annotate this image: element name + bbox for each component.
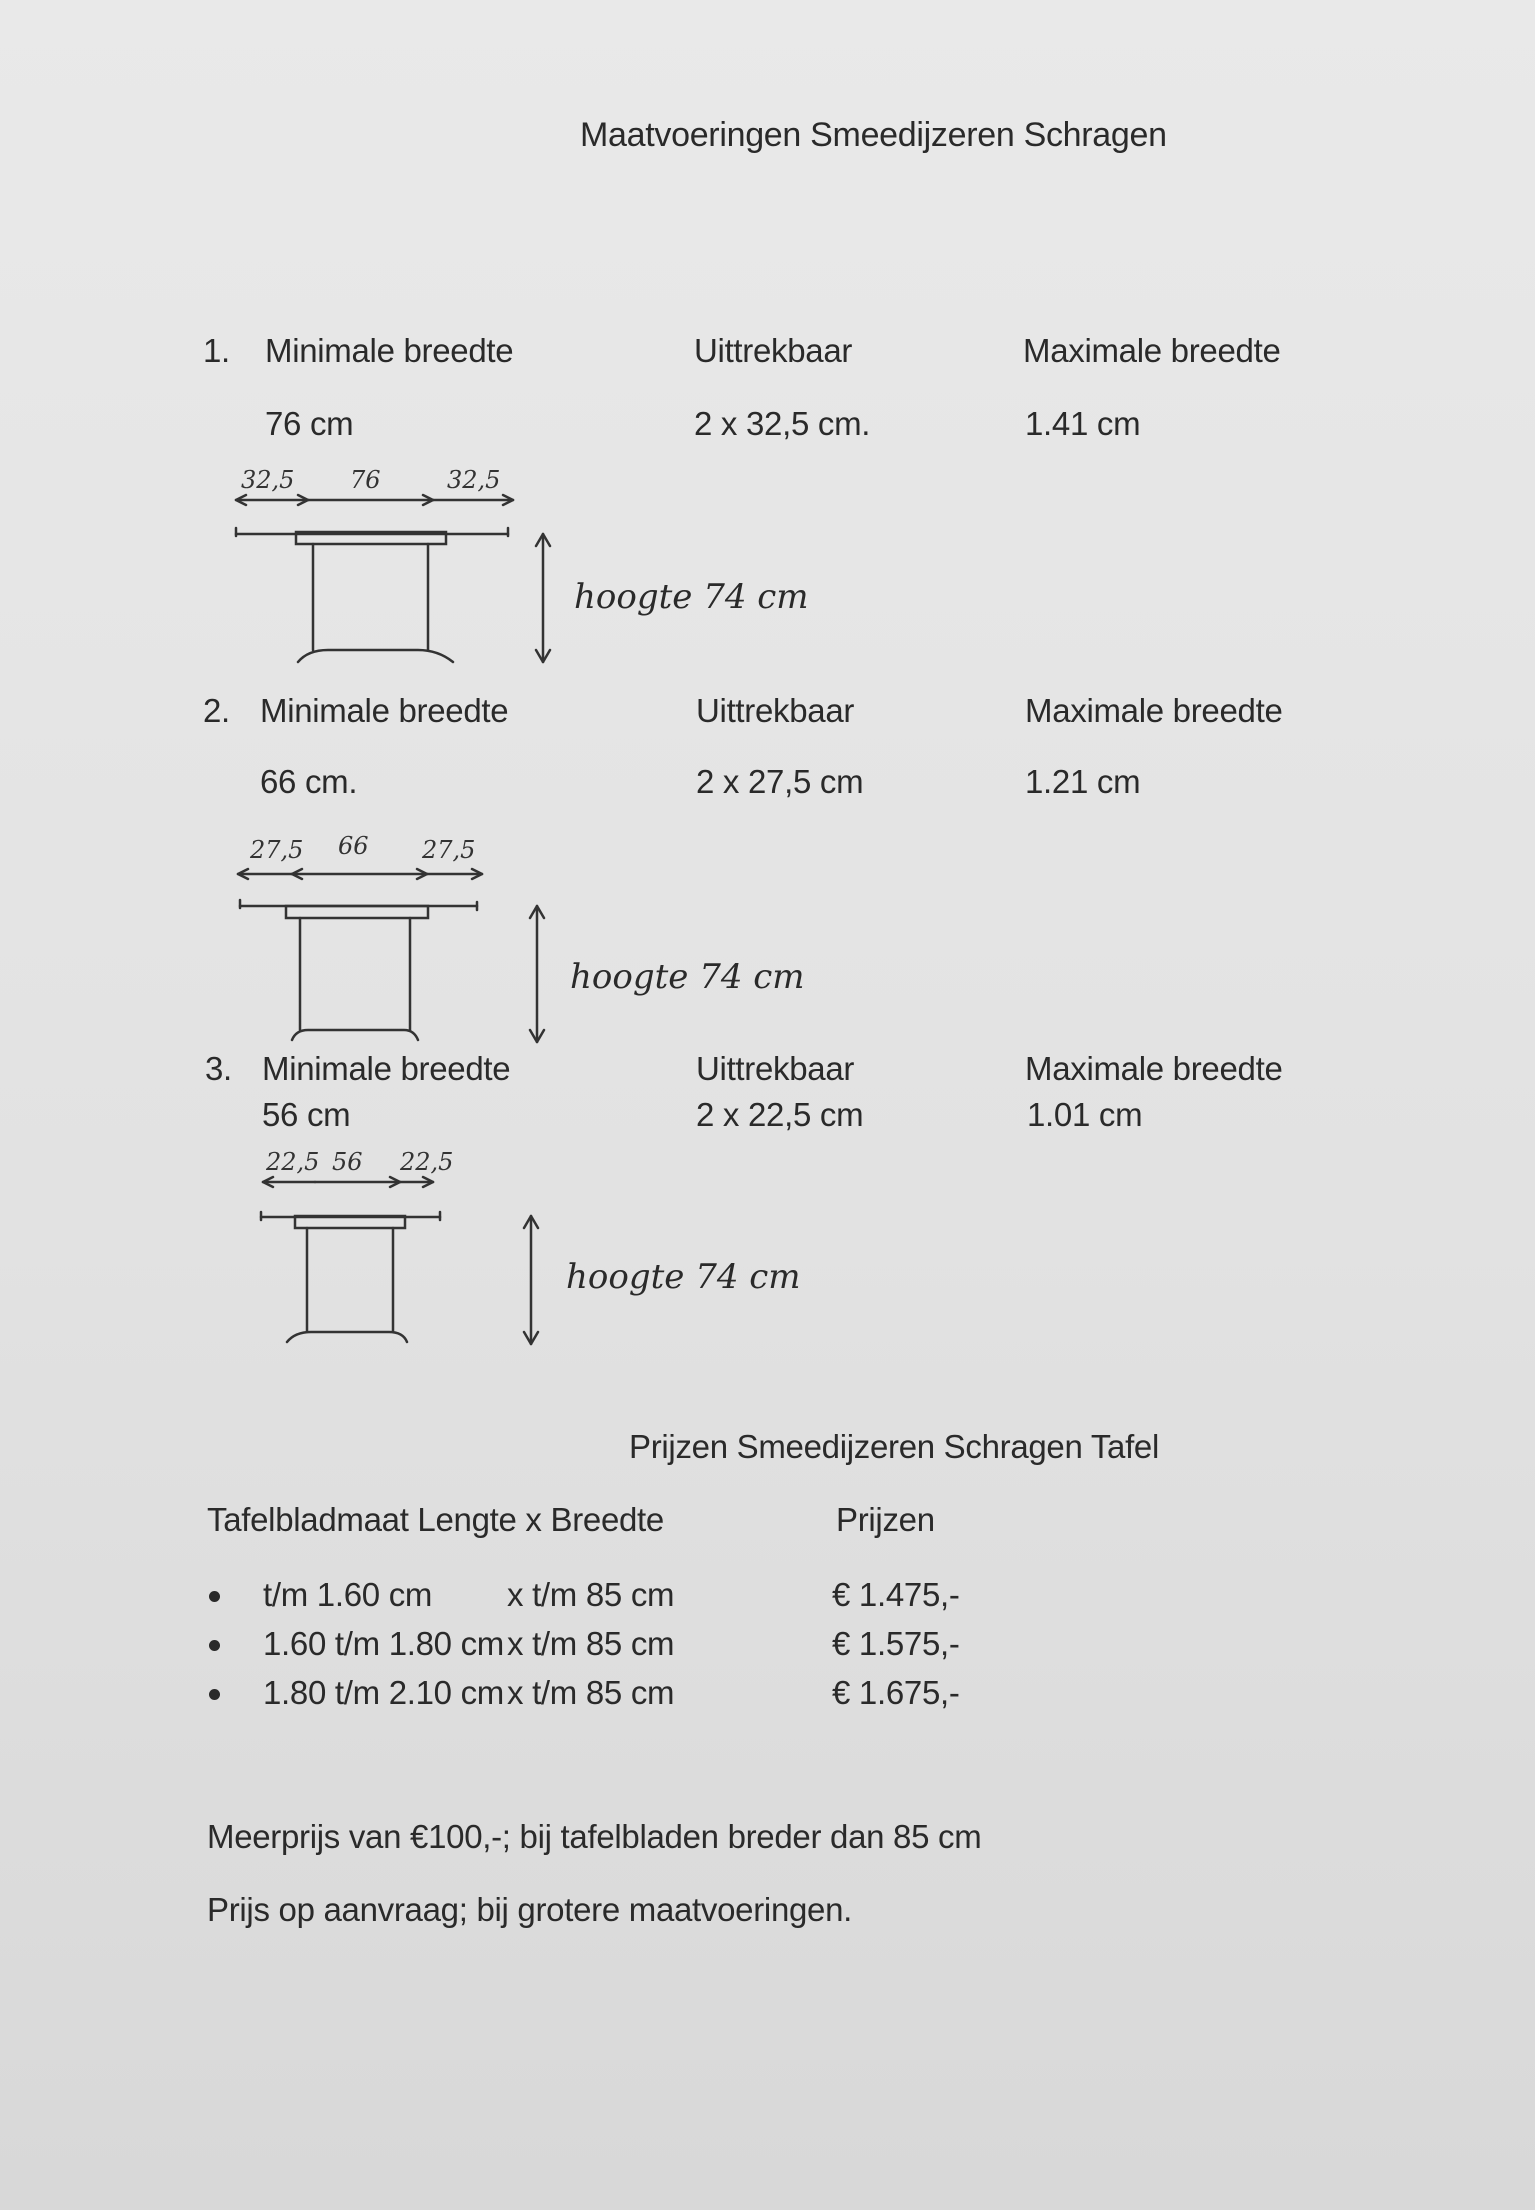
length-range: 1.60 t/m 1.80 cm bbox=[263, 1625, 504, 1662]
extendable-label: Uittrekbaar bbox=[696, 692, 855, 729]
table-sketch-3 bbox=[255, 1172, 555, 1352]
height-note: hoogte 74 cm bbox=[574, 577, 809, 617]
sketch-left-dimension: 27,5 bbox=[250, 836, 304, 864]
table-feet bbox=[287, 1332, 407, 1342]
min-width-value: 56 cm bbox=[262, 1096, 351, 1133]
length-range: 1.80 t/m 2.10 cm bbox=[263, 1674, 504, 1711]
min-width-label: Minimale breedte bbox=[260, 692, 509, 729]
width-range: x t/m 85 cm bbox=[507, 1625, 675, 1662]
surcharge-note: Meerprijs van €100,-; bij tafelbladen breder dan 85 cm bbox=[207, 1818, 982, 1855]
height-note: hoogte 74 cm bbox=[566, 1257, 801, 1297]
size-column-header: Tafelbladmaat Lengte x Breedte bbox=[207, 1501, 664, 1538]
length-range: t/m 1.60 cm bbox=[263, 1576, 433, 1613]
request-note: Prijs op aanvraag; bij grotere maatvoeringen. bbox=[207, 1891, 853, 1928]
price-value: € 1.475,- bbox=[832, 1576, 960, 1613]
table-sketch-2 bbox=[232, 862, 552, 1052]
min-width-label: Minimale breedte bbox=[262, 1050, 511, 1087]
bullet-icon bbox=[209, 1591, 220, 1602]
width-range: x t/m 85 cm bbox=[507, 1674, 675, 1711]
extendable-value: 2 x 22,5 cm bbox=[696, 1096, 864, 1133]
page-title: Maatvoeringen Smeedijzeren Schragen bbox=[580, 116, 1167, 154]
extendable-value: 2 x 32,5 cm. bbox=[694, 405, 871, 442]
min-width-value: 76 cm bbox=[265, 405, 354, 442]
model-number: 2. bbox=[203, 692, 230, 729]
max-width-value: 1.21 cm bbox=[1025, 763, 1141, 800]
width-range: x t/m 85 cm bbox=[507, 1576, 675, 1613]
price-value: € 1.675,- bbox=[832, 1674, 960, 1711]
height-note: hoogte 74 cm bbox=[570, 957, 805, 997]
sketch-center-dimension: 66 bbox=[338, 832, 369, 860]
table-sketch-1 bbox=[228, 490, 558, 670]
max-width-label: Maximale breedte bbox=[1025, 1050, 1283, 1087]
price-value: € 1.575,- bbox=[832, 1625, 960, 1662]
sketch-right-dimension: 22,5 bbox=[400, 1148, 454, 1176]
price-column-header: Prijzen bbox=[836, 1501, 935, 1538]
max-width-value: 1.01 cm bbox=[1027, 1096, 1143, 1133]
sketch-left-dimension: 32,5 bbox=[241, 466, 295, 494]
table-top bbox=[286, 906, 428, 918]
min-width-value: 66 cm. bbox=[260, 763, 358, 800]
sketch-center-dimension: 76 bbox=[350, 466, 381, 494]
sketch-right-dimension: 32,5 bbox=[447, 466, 501, 494]
bullet-icon bbox=[209, 1640, 220, 1651]
extendable-value: 2 x 27,5 cm bbox=[696, 763, 864, 800]
extendable-label: Uittrekbaar bbox=[696, 1050, 855, 1087]
extendable-label: Uittrekbaar bbox=[694, 332, 853, 369]
sketch-center-dimension: 56 bbox=[332, 1148, 363, 1176]
max-width-label: Maximale breedte bbox=[1023, 332, 1281, 369]
max-width-label: Maximale breedte bbox=[1025, 692, 1283, 729]
table-feet bbox=[292, 1030, 418, 1040]
sketch-right-dimension: 27,5 bbox=[422, 836, 476, 864]
price-title: Prijzen Smeedijzeren Schragen Tafel bbox=[629, 1428, 1160, 1465]
max-width-value: 1.41 cm bbox=[1025, 405, 1141, 442]
bullet-icon bbox=[209, 1689, 220, 1700]
table-feet bbox=[298, 650, 453, 662]
model-number: 3. bbox=[205, 1050, 232, 1087]
sketch-left-dimension: 22,5 bbox=[266, 1148, 320, 1176]
model-number: 1. bbox=[203, 332, 230, 369]
min-width-label: Minimale breedte bbox=[265, 332, 514, 369]
